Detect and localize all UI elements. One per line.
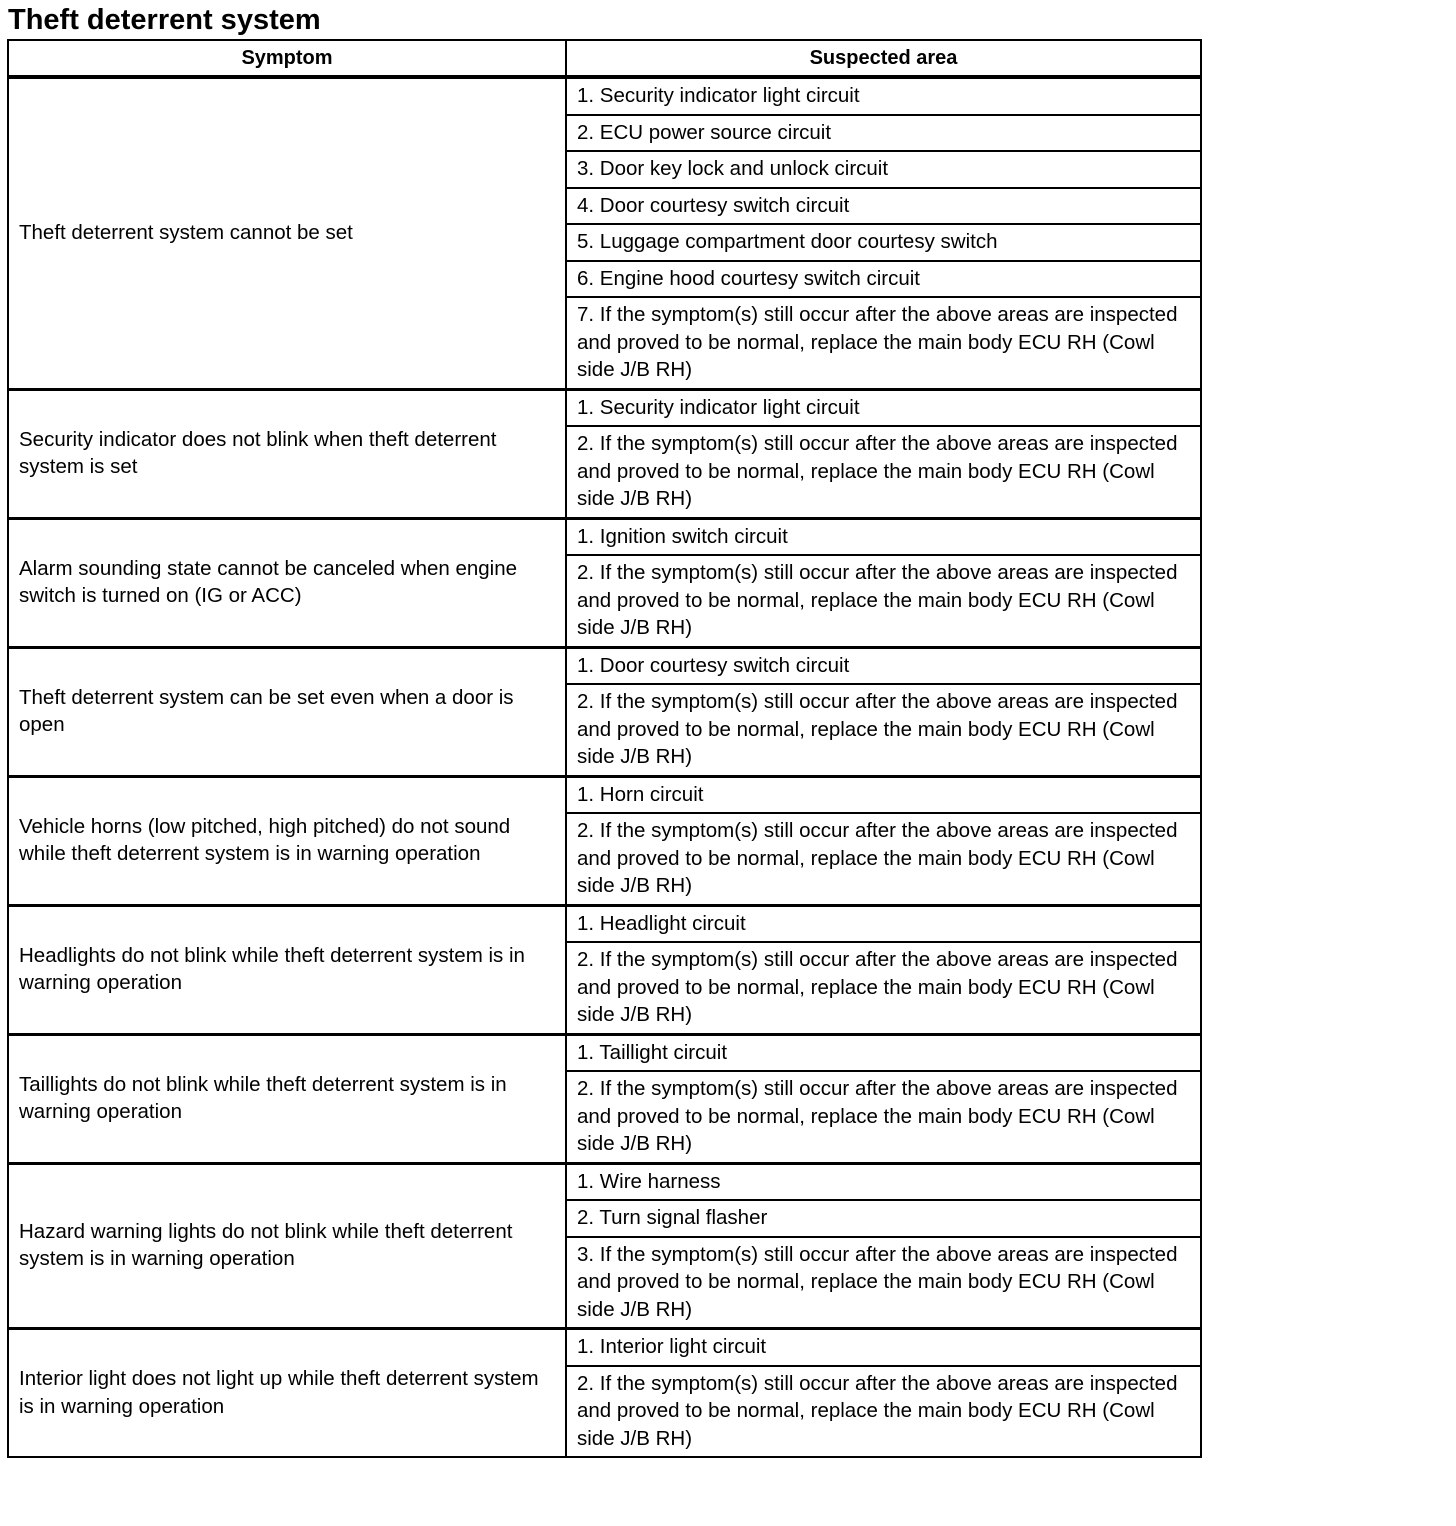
symptom-cell: Vehicle horns (low pitched, high pitched) do not sound while theft deterrent system is in warning operation — [8, 776, 566, 905]
symptom-cell: Interior light does not light up while theft deterrent system is in warning operation — [8, 1329, 566, 1458]
symptom-cell: Theft deterrent system cannot be set — [8, 77, 566, 389]
table-row — [8, 389, 1201, 426]
table-row — [8, 905, 1201, 942]
table-row — [8, 1034, 1201, 1071]
suspected-area-cell: 2. If the symptom(s) still occur after the above areas are inspected and proved to be normal, replace the main body ECU RH (Cowl side J/B RH) — [566, 555, 1201, 647]
table-row — [8, 77, 1201, 115]
suspected-area-cell: 3. If the symptom(s) still occur after the above areas are inspected and proved to be normal, replace the main body ECU RH (Cowl side J/B RH) — [566, 1237, 1201, 1329]
symptom-cell: Alarm sounding state cannot be canceled when engine switch is turned on (IG or ACC) — [8, 518, 566, 647]
suspected-area-cell: 2. If the symptom(s) still occur after the above areas are inspected and proved to be normal, replace the main body ECU RH (Cowl side J/B RH) — [566, 1366, 1201, 1458]
symptom-cell: Theft deterrent system can be set even when a door is open — [8, 647, 566, 776]
suspected-area-cell: 7. If the symptom(s) still occur after the above areas are inspected and proved to be normal, replace the main body ECU RH (Cowl side J/B RH) — [566, 297, 1201, 389]
table-row — [8, 518, 1201, 555]
symptom-cell: Headlights do not blink while theft deterrent system is in warning operation — [8, 905, 566, 1034]
suspected-area-cell: 1. Door courtesy switch circuit — [566, 647, 1201, 684]
table-body — [8, 77, 1201, 1457]
table-row — [8, 1163, 1201, 1200]
suspected-area-cell: 1. Wire harness — [566, 1163, 1201, 1200]
suspected-area-cell: 1. Horn circuit — [566, 776, 1201, 813]
symptom-cell: Taillights do not blink while theft deterrent system is in warning operation — [8, 1034, 566, 1163]
suspected-area-cell: 6. Engine hood courtesy switch circuit — [566, 261, 1201, 298]
symptom-cell: Hazard warning lights do not blink while theft deterrent system is in warning operation — [8, 1163, 566, 1329]
troubleshooting-table — [7, 39, 1202, 1458]
suspected-area-cell: 2. ECU power source circuit — [566, 115, 1201, 152]
page-title: Theft deterrent system — [8, 4, 321, 36]
suspected-area-cell: 1. Interior light circuit — [566, 1329, 1201, 1366]
header-suspected-area: Suspected area — [566, 40, 1201, 77]
suspected-area-cell: 1. Taillight circuit — [566, 1034, 1201, 1071]
symptom-cell: Security indicator does not blink when theft deterrent system is set — [8, 389, 566, 518]
suspected-area-cell: 2. If the symptom(s) still occur after the above areas are inspected and proved to be normal, replace the main body ECU RH (Cowl side J/B RH) — [566, 684, 1201, 776]
table-row — [8, 647, 1201, 684]
suspected-area-cell: 1. Ignition switch circuit — [566, 518, 1201, 555]
suspected-area-cell: 2. If the symptom(s) still occur after the above areas are inspected and proved to be normal, replace the main body ECU RH (Cowl side J/B RH) — [566, 942, 1201, 1034]
header-row — [8, 40, 1201, 77]
suspected-area-cell: 2. Turn signal flasher — [566, 1200, 1201, 1237]
suspected-area-cell: 3. Door key lock and unlock circuit — [566, 151, 1201, 188]
suspected-area-cell: 2. If the symptom(s) still occur after the above areas are inspected and proved to be normal, replace the main body ECU RH (Cowl side J/B RH) — [566, 813, 1201, 905]
suspected-area-cell: 2. If the symptom(s) still occur after the above areas are inspected and proved to be normal, replace the main body ECU RH (Cowl side J/B RH) — [566, 1071, 1201, 1163]
suspected-area-cell: 1. Headlight circuit — [566, 905, 1201, 942]
suspected-area-cell: 4. Door courtesy switch circuit — [566, 188, 1201, 225]
suspected-area-cell: 1. Security indicator light circuit — [566, 389, 1201, 426]
table-row — [8, 1329, 1201, 1366]
suspected-area-cell: 1. Security indicator light circuit — [566, 77, 1201, 115]
header-symptom: Symptom — [8, 40, 566, 77]
table-row — [8, 776, 1201, 813]
table-header — [8, 40, 1201, 77]
suspected-area-cell: 5. Luggage compartment door courtesy switch — [566, 224, 1201, 261]
suspected-area-cell: 2. If the symptom(s) still occur after the above areas are inspected and proved to be normal, replace the main body ECU RH (Cowl side J/B RH) — [566, 426, 1201, 518]
